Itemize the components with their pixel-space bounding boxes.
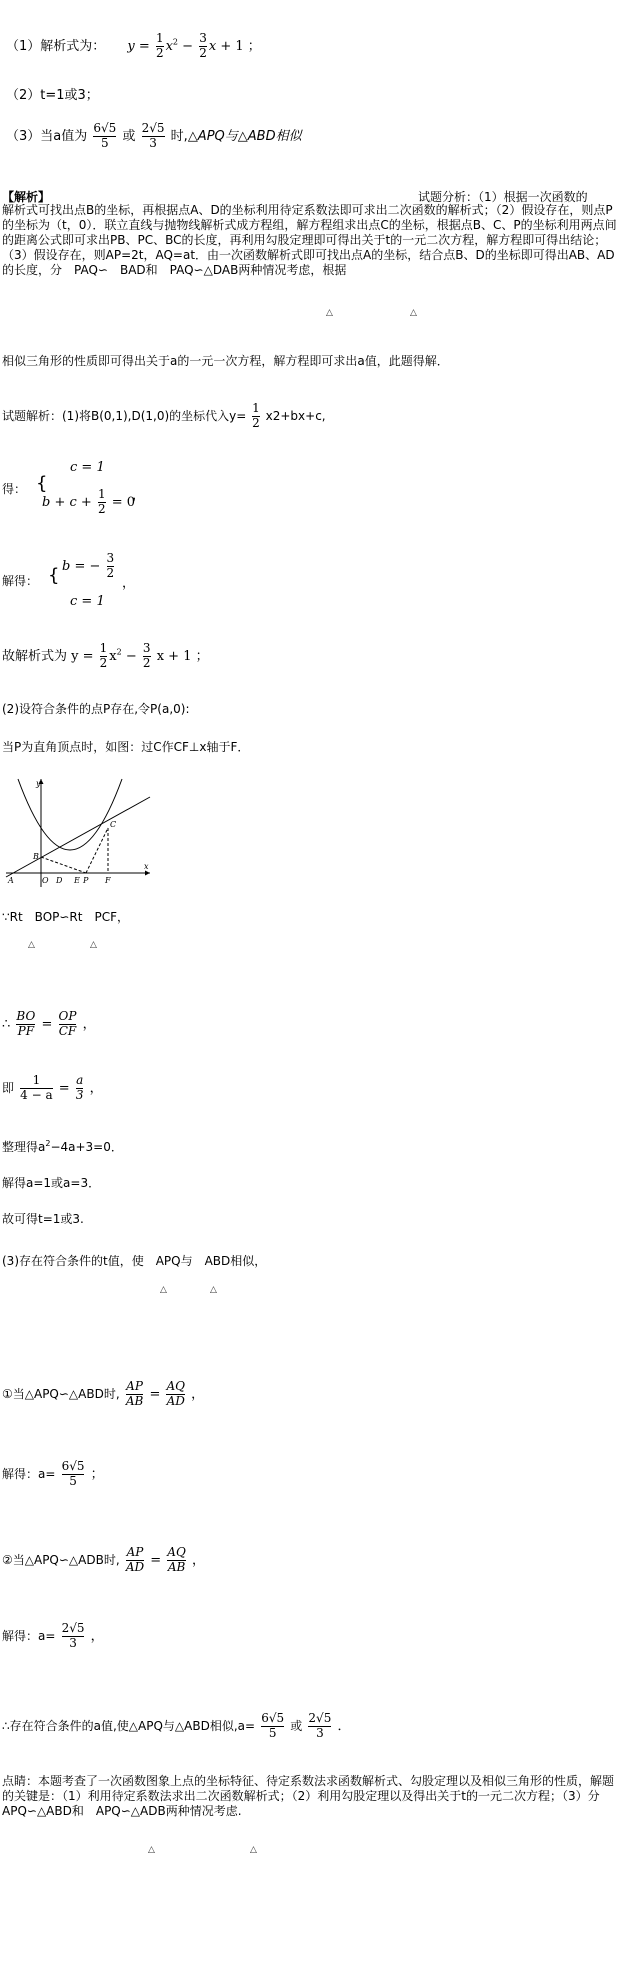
ratio-simplified	[2, 1074, 103, 1103]
triangle-mark: △	[250, 1845, 257, 1855]
case-2-result-label: 解得：a=	[2, 1628, 56, 1643]
result-minus: −	[125, 648, 137, 664]
label-b: B	[33, 852, 39, 861]
case-1-result-label: 解得：a=	[2, 1466, 56, 1481]
frac-a1: $\frac{6√5}{5}$	[93, 121, 117, 150]
ratio-equation	[2, 1010, 96, 1039]
frac-aq-ab: $\frac{AQ}{AB}$	[167, 1545, 186, 1574]
result-line	[2, 642, 209, 671]
analysis-header-right: 试题分析：（1）根据一次函数的	[418, 190, 588, 204]
answer-2: （2）t=1或3；	[6, 88, 99, 103]
label-f: F	[105, 876, 111, 885]
frac-ap-ad: $\frac{AP}{AD}$	[125, 1545, 145, 1574]
analysis-body: 解析式可找出点B的坐标，再根据点A、D的坐标利用待定系数法即可求出二次函数的解析式；（2）假设存在，则点P的坐标为（t，0）．联立直线与抛物线解析式成方程组，解方程组求出点C的坐标，根据点B、C、P的坐标利用两点间的距离公式即可求出PB、PC、BC的长度，再利用勾股定理即可得出关于t的一元二次方程，解方程即可得出结论；（3）假设存在，则AP=2t，AQ=at．由一次函数解析式即可找出点A的坐标，结合点B、D的坐标即可得出AB、AD的长度，分 PAQ∽ BAD和 PAQ∽△DAB两种情况考虑，根据	[2, 203, 617, 277]
frac-three-half: $\frac{3}{2}$	[199, 31, 207, 60]
system-eq-1: c = 1	[70, 460, 105, 475]
triangle-mark: △	[410, 308, 417, 318]
answer-3	[6, 122, 302, 151]
answer-1-tail: ；	[247, 38, 261, 54]
label-d: D	[56, 876, 63, 885]
function-graph	[4, 775, 154, 890]
triangle-mark: △	[90, 940, 97, 950]
tidy-equation	[2, 1138, 123, 1155]
b-equation-lhs: b = −	[62, 558, 101, 574]
therefore-symbol: ∴	[2, 1016, 11, 1032]
line-graph	[6, 797, 150, 877]
result-prefix: 故解析式为 y =	[2, 648, 94, 664]
equals: =	[149, 1386, 161, 1402]
triangle-mark: △	[28, 940, 35, 950]
analysis-line-2: 相似三角形的性质即可得出关于a的一元一次方程，解方程即可求出a值，此题得解．	[2, 354, 449, 368]
answer-1-y: y =	[127, 38, 150, 54]
comment-paragraph: 点睛：本题考查了一次函数图象上点的坐标特征、待定系数法求函数解析式、勾股定理以及相似三角形的性质，解题的关键是：（1）利用待定系数法求出二次函数解析式；（2）利用勾股定理以及得出关于t的一元二次方程；（3）分 APQ∽△ABD和 APQ∽△ADB两种情况考虑.	[2, 1774, 615, 1818]
answer-3-suffix: 时,	[170, 128, 188, 144]
tidy-square: 2	[45, 1139, 51, 1148]
ji-label: 即	[2, 1080, 15, 1095]
semicolon: ；	[90, 1466, 104, 1482]
frac-one-over-4-minus-a: $\frac{1}{4 - a}$	[20, 1073, 53, 1102]
frac-three-half: $\frac{3}{2}$	[142, 641, 151, 670]
brace: {	[36, 473, 48, 494]
comma: ，	[82, 1016, 96, 1032]
label-p: P	[83, 876, 89, 885]
solution-intro-text: 试题解析：(1)将B(0,1),D(1,0)的坐标代入y=	[2, 408, 247, 423]
triangle-mark: △	[160, 1285, 167, 1295]
system-eq-2-rhs: = 0	[111, 494, 136, 510]
label-c: C	[110, 820, 117, 829]
period: ．	[337, 1718, 351, 1734]
part-2-case: 当P为直角顶点时，如图：过C作CF⊥x轴于F．	[2, 740, 250, 754]
case-1-condition	[2, 1380, 204, 1409]
answer-3-or: 或	[122, 128, 136, 144]
frac-one-half: $\frac{1}{2}$	[252, 401, 260, 430]
b-equation	[62, 552, 116, 581]
comma: ，	[191, 1386, 205, 1402]
equals: =	[150, 1552, 162, 1568]
c-equation: c = 1	[70, 594, 105, 609]
segment-bp	[41, 857, 86, 873]
label-o: O	[42, 876, 49, 885]
triangle-mark: △	[326, 308, 333, 318]
frac-a-over-3: $\frac{a}{3}$	[75, 1073, 84, 1102]
solve-label: 解得：	[2, 574, 39, 588]
result-x: x	[109, 648, 117, 664]
answer-3-prefix: （3）当a值为	[6, 128, 88, 144]
frac-a2: $\frac{2√5}{3}$	[308, 1711, 332, 1740]
frac-a1: $\frac{6√5}{5}$	[61, 1459, 85, 1488]
similarity-statement: ∵Rt BOP∽Rt PCF，	[2, 910, 129, 924]
equals: =	[41, 1016, 53, 1032]
x-axis-arrow	[145, 871, 150, 876]
tidy-prefix: 整理得a	[2, 1140, 46, 1154]
label-x: x	[144, 862, 149, 871]
answer-3-relation: △APQ与△ABD相似	[187, 128, 302, 144]
t-result: 故可得t=1或3.	[2, 1212, 84, 1226]
solution-intro	[2, 402, 326, 431]
solution-intro-tail: x2+bx+c,	[265, 408, 326, 423]
frac-a2: $\frac{2√5}{3}$	[141, 121, 165, 150]
conclusion-or: 或	[290, 1718, 303, 1733]
label-y: y	[36, 779, 41, 788]
frac-one-half: $\frac{1}{2}$	[97, 487, 106, 516]
frac-three-half: $\frac{3}{2}$	[106, 551, 115, 580]
comma: ，	[132, 488, 146, 503]
frac-one-half: $\frac{1}{2}$	[99, 641, 108, 670]
result-square: 2	[116, 647, 122, 657]
frac-aq-ad: $\frac{AQ}{AD}$	[166, 1379, 185, 1408]
segment-pc	[86, 828, 108, 873]
conclusion-text: ∴存在符合条件的a值,使△APQ与△ABD相似,a=	[2, 1718, 256, 1733]
get-label: 得：	[2, 482, 27, 496]
system-eq-2-lhs: b + c +	[42, 494, 92, 510]
comma: ，	[191, 1552, 205, 1568]
tidy-tail: −4a+3=0．	[50, 1140, 123, 1154]
triangle-mark: △	[148, 1845, 155, 1855]
conclusion	[2, 1712, 351, 1741]
comma: ，	[122, 576, 136, 591]
comma: ，	[89, 1080, 103, 1096]
frac-op-cf: $\frac{OP}{CF}$	[58, 1009, 77, 1038]
case-2-result	[2, 1622, 104, 1651]
frac-a2: $\frac{2√5}{3}$	[61, 1621, 85, 1650]
case-1-label: ①当△APQ∽△ABD时,	[2, 1386, 120, 1401]
parabola-curve	[18, 779, 122, 850]
part-2-intro: (2)设符合条件的点P存在,令P(a,0):	[2, 702, 190, 716]
triangle-mark: △	[210, 1285, 217, 1295]
label-a: A	[8, 876, 14, 885]
frac-bo-pf: $\frac{BO}{PF}$	[16, 1009, 36, 1038]
roots-statement: 解得a=1或a=3．	[2, 1176, 101, 1190]
result-end: x + 1 ；	[156, 648, 209, 664]
part-3-intro: (3)存在符合条件的t值，使 APQ与 ABD相似，	[2, 1254, 267, 1268]
equals: =	[58, 1080, 70, 1096]
frac-ap-ab: $\frac{AP}{AB}$	[125, 1379, 144, 1408]
answer-1-prefix: （1）解析式为：	[6, 38, 106, 54]
case-2-label: ②当△APQ∽△ADB时,	[2, 1552, 120, 1567]
frac-one-half: $\frac{1}{2}$	[155, 31, 164, 60]
comma: ，	[90, 1628, 104, 1644]
case-2-condition	[2, 1546, 205, 1575]
brace: {	[48, 565, 60, 586]
label-e: E	[74, 876, 80, 885]
system-eq-2	[42, 488, 135, 517]
answer-1: （1）解析式为： y = $\frac{1}{2}$ $x^2$ − $\frac{3}{2}$ x + 1 ；	[6, 31, 261, 60]
case-1-result	[2, 1460, 104, 1489]
frac-a1: $\frac{6√5}{5}$	[261, 1711, 285, 1740]
analysis-heading: 【解析】	[2, 190, 51, 204]
